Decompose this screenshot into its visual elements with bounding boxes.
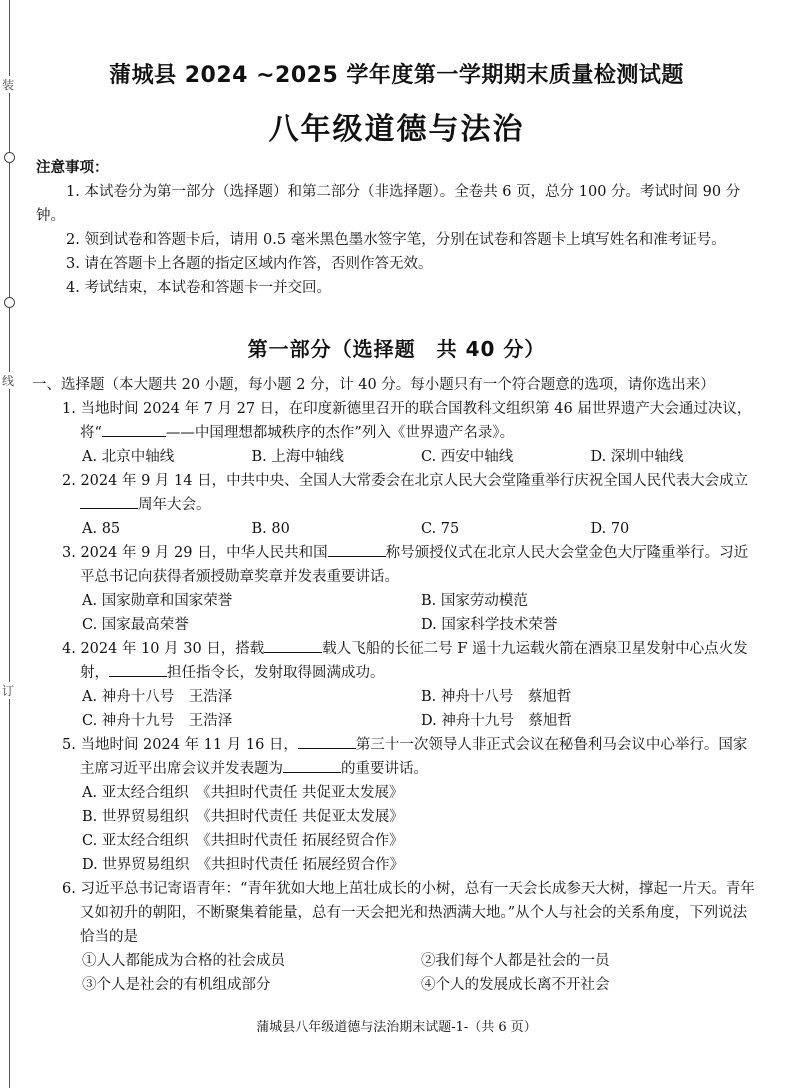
answer-blank: [80, 494, 138, 509]
question-2-options: [32, 517, 760, 541]
answer-blank: [109, 662, 167, 677]
section-title: 第一部分（选择题 共 40 分）: [247, 337, 546, 361]
option: ①人人都能成为合格的社会成员: [82, 953, 285, 969]
binding-line: [9, 0, 10, 1088]
option: ③个人是社会的有机组成部分: [82, 977, 271, 993]
option: A. 85: [82, 521, 121, 537]
binding-mark-mid: 订: [2, 684, 15, 698]
question-3-options: [32, 613, 760, 637]
notice-item: 2. 领到试卷和答题卡后，请用 0.5 毫米黑色墨水签字笔，分别在试卷和答题卡上填写姓名和准考证号。: [66, 232, 726, 248]
option: C. 国家最高荣誉: [82, 617, 189, 633]
option: A. 神舟十八号 王浩泽: [82, 689, 233, 705]
option: D. 国家科学技术荣誉: [421, 617, 558, 633]
question-4-options: [32, 685, 760, 709]
option: D. 神舟十九号 蔡旭哲: [421, 713, 572, 729]
option: ④个人的发展成长离不开社会: [421, 977, 610, 993]
binding-hole: [4, 297, 15, 308]
question-1-options: [32, 445, 760, 469]
binding-mark-bottom: 线: [2, 374, 15, 388]
notice-item: 1. 本试卷分为第一部分（选择题）和第二部分（非选择题）。全卷共 6 页，总分 100 分。考试时间 90 分钟。: [36, 184, 741, 224]
answer-blank: [328, 542, 386, 557]
question-list: [32, 373, 760, 997]
notice-block: [36, 156, 756, 300]
notice-heading: 注意事项：: [36, 160, 109, 176]
option: C. 西安中轴线: [421, 449, 514, 465]
binding-margin: [0, 0, 24, 1088]
question-3-options: [32, 589, 760, 613]
question-2: 2. 2024 年 9 月 14 日，中共中央、全国人大常委会在北京人民大会堂隆重举行庆祝全国人民代表大会成立周年大会。: [62, 473, 749, 513]
question-3: 3. 2024 年 9 月 29 日，中华人民共和国 称号颁授仪式在北京人民大会堂金色大厅隆重举行。习近平总书记向获得者颁授勋章奖章并发表重要讲话。: [32, 541, 760, 589]
question-6-options: [32, 973, 760, 997]
question-6-options: [32, 949, 760, 973]
option: B. 国家劳动模范: [421, 593, 528, 609]
option: C. 神舟十九号 王浩泽: [82, 713, 233, 729]
option: A. 亚太经合组织 《共担时代责任 共促亚太发展》: [82, 785, 404, 801]
page-footer: 蒲城县八年级道德与法治期末试题-1-（共 6 页）: [256, 1020, 537, 1035]
option: A. 国家勋章和国家荣誉: [82, 593, 233, 609]
question-6: 6. 习近平总书记寄语青年：“青年犹如大地上茁壮成长的小树，总有一天会长成参天大树，撑起一片天。青年又如初升的朝阳，不断聚集着能量，总有一天会把光和热洒满大地。”从个人与社会的关系角度，下列说法恰当的是: [62, 881, 755, 945]
part-intro: 一、选择题（本大题共 20 小题，每小题 2 分，计 40 分。每小题只有一个符合题意的选项，请你选出来）: [32, 377, 715, 393]
answer-blank: [102, 422, 166, 437]
question-4: 4. 2024 年 10 月 30 日，搭载 载人飞船的长征二号 F 遥十九运载火箭在酒泉卫星发射中心点火发射， 担任指令长，发射取得圆满成功。: [32, 637, 760, 685]
exam-title: 蒲城县 2024 ~2025 学年度第一学期期末质量检测试题: [109, 63, 684, 88]
option: B. 神舟十八号 蔡旭哲: [421, 689, 572, 705]
option: B. 世界贸易组织 《共担时代责任 共促亚太发展》: [82, 809, 404, 825]
answer-blank: [264, 638, 322, 653]
option: C. 75: [421, 521, 460, 537]
question-1: 1. 当地时间 2024 年 7 月 27 日，在印度新德里召开的联合国教科文组织第 46 届世界遗产大会通过决议，将“ ——中国理想都城秩序的杰作”列入《世界遗产名录》。: [62, 401, 752, 441]
option: B. 上海中轴线: [251, 449, 344, 465]
option: D. 世界贸易组织 《共担时代责任 拓展经贸合作》: [82, 857, 405, 873]
option: A. 北京中轴线: [82, 449, 175, 465]
answer-blank: [298, 734, 356, 749]
binding-mark-top: 装: [2, 78, 15, 92]
answer-blank: [283, 758, 341, 773]
exam-subject: 八年级道德与法治: [268, 112, 525, 147]
option: C. 亚太经合组织 《共担时代责任 拓展经贸合作》: [82, 833, 404, 849]
question-4-options: [32, 709, 760, 733]
option: D. 70: [590, 521, 630, 537]
option: ②我们每个人都是社会的一员: [421, 953, 610, 969]
question-5: 5. 当地时间 2024 年 11 月 16 日， 第三十一次领导人非正式会议在秘鲁利马会议中心举行。国家主席习近平出席会议并发表题为 的重要讲话。: [32, 733, 760, 781]
option: B. 80: [251, 521, 290, 537]
notice-item: 3. 请在答题卡上各题的指定区域内作答，否则作答无效。: [66, 256, 433, 272]
option: D. 深圳中轴线: [590, 449, 684, 465]
notice-item: 4. 考试结束，本试卷和答题卡一并交回。: [66, 280, 331, 296]
binding-hole: [4, 152, 15, 163]
